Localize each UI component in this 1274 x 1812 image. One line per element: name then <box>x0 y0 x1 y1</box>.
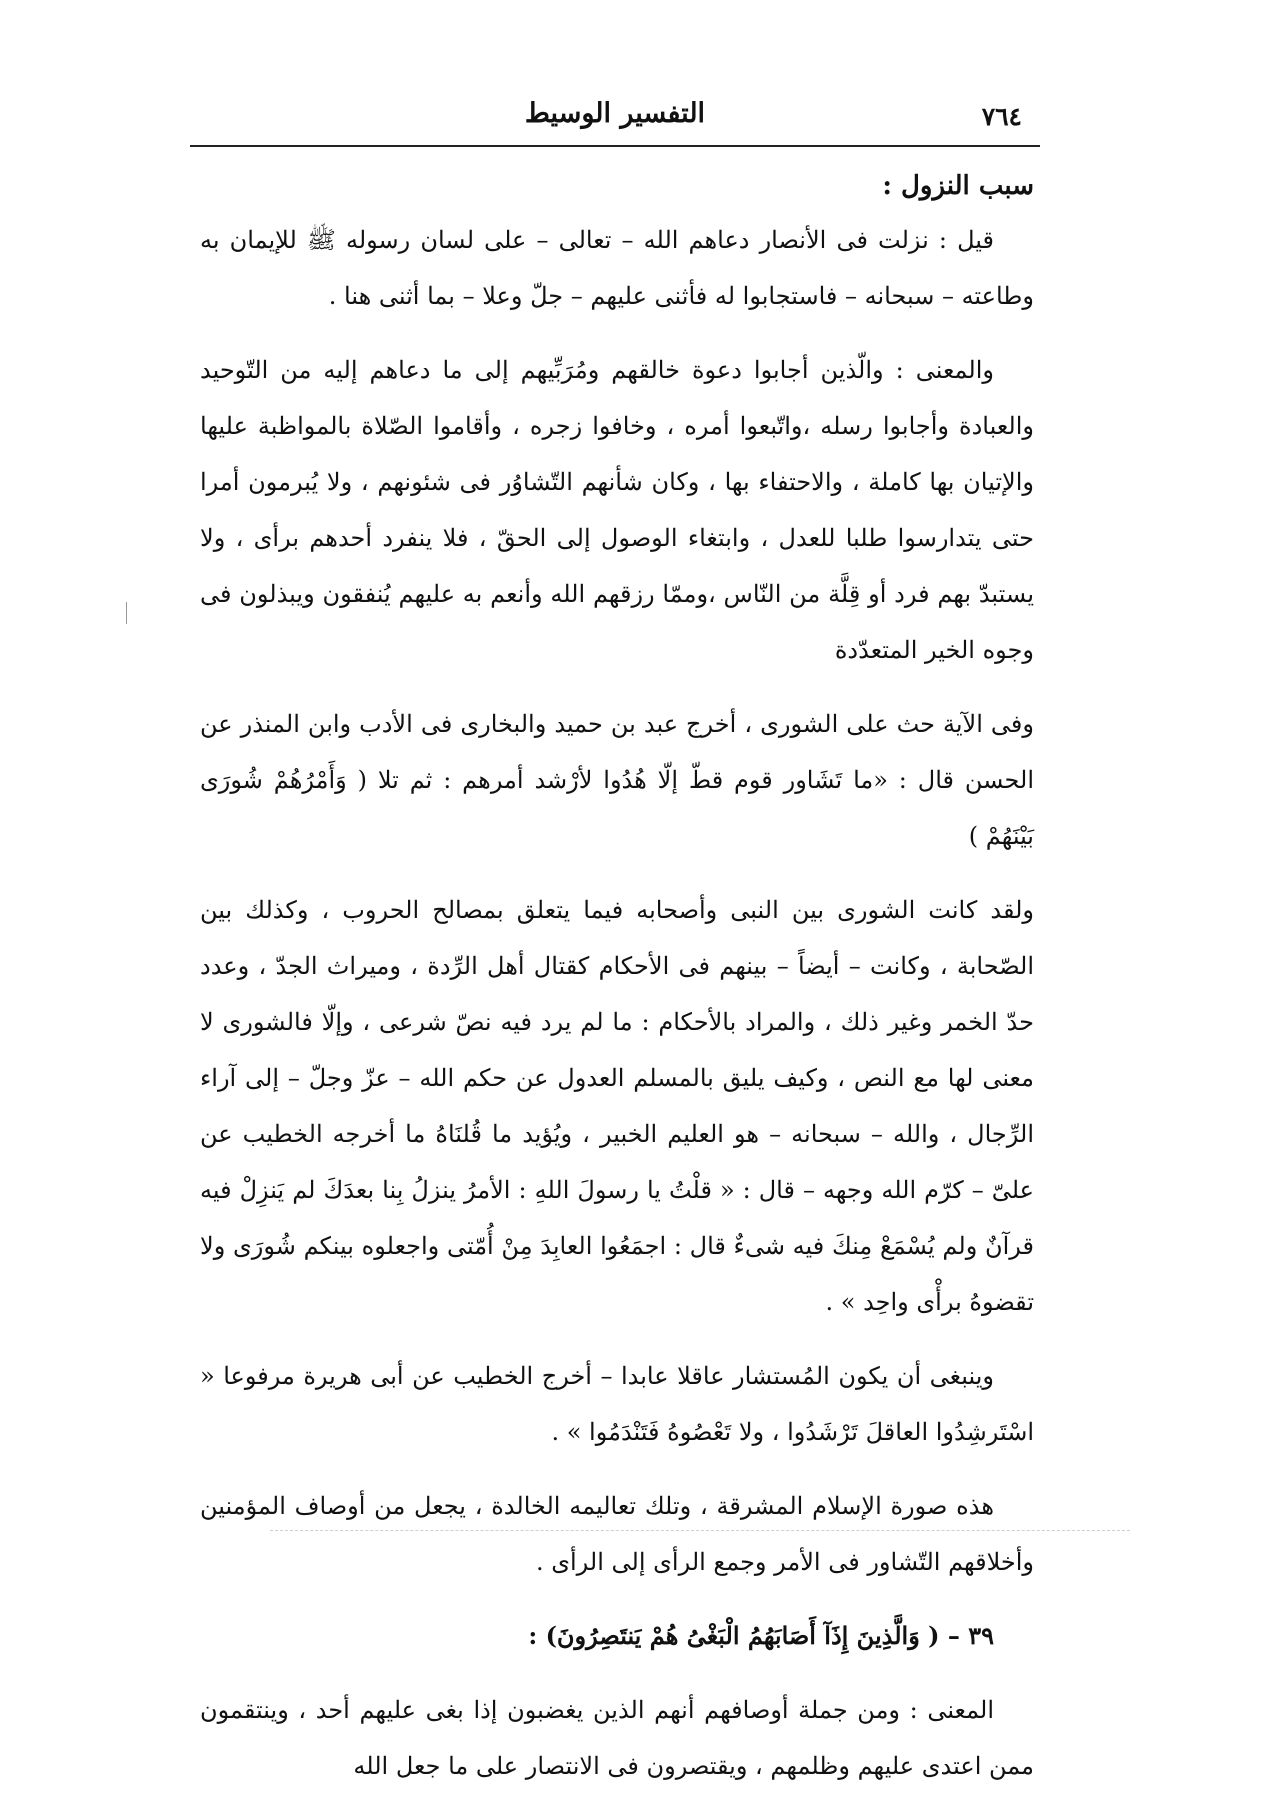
paragraph-advisor: وينبغى أن يكون المُستشار عاقلا عابدا – أخرج الخطيب عن أبى هريرة مرفوعا « اسْتَرشِدُوا العاقلَ تَرْشَدُوا ، ولا تَعْصُوهُ فَتَنْدَمُوا » . <box>200 1362 1034 1446</box>
scan-edge <box>270 1530 1130 1531</box>
page-number: ٧٦٤ <box>981 102 1022 131</box>
page-header <box>190 88 1040 140</box>
paragraph-meaning: والمعنى : والّذين أجابوا دعوة خالقهم ومُرَبِّيهم إلى ما دعاهم إليه من التّوحيد والعبادة وأجابوا رسله ،واتّبعوا أمره ، وخافوا زجره ، وأقاموا الصّلاة بالمواظبة عليها والإتيان بها كاملة ، والاحتفاء بها ، وكان شأنهم التّشاوُر فى شئونهم ، ولا يُبرمون أمرا حتى يتدارسوا طلبا للعدل ، وابتغاء الوصول إلى الحقّ ، فلا ينفرد أحدهم برأى ، ولا يستبدّ بهم فرد أو قِلَّة من النّاس ،وممّا رزقهم الله وأنعم به عليهم يُنفقون ويبذلون فى وجوه الخير المتعدّدة <box>200 356 1034 664</box>
header-divider <box>190 145 1040 147</box>
running-title: التفسير الوسيط <box>524 98 706 129</box>
paragraph-shura-history: ولقد كانت الشورى بين النبى وأصحابه فيما يتعلق بمصالح الحروب ، وكذلك بين الصّحابة ، وكانت – أيضاً – بينهم فى الأحكام كقتال أهل الرِّدة ، وميراث الجدّ ، وعدد حدّ الخمر وغير ذلك ، والمراد بالأحكام : ما لم يرد فيه نصّ شرعى ، وإلّا فالشورى لا معنى لها مع النص ، وكيف يليق بالمسلم العدول عن حكم الله – عزّ وجلّ – إلى آراء الرِّجال ، والله – سبحانه – هو العليم الخبير ، ويُؤيد ما قُلنَاهُ ما أخرجه الخطيب عن علىّ – كرّم الله وجهه – قال : « قلْتُ يا رسولَ اللهِ : الأمرُ ينزلُ بِنا بعدَكَ لم يَنزِلْ فيه قرآنٌ ولم يُسْمَعْ مِنكَ فيه شىءٌ قال : اجمَعُوا العابِدَ مِنْ أُمّتى واجعلوه بينكم شُورَى ولا تقضوهُ برأْى واحِد » . <box>200 896 1035 1316</box>
page-body <box>200 160 1034 1812</box>
scan-mark <box>126 602 127 624</box>
paragraph-revelation-cause: قيل : نزلت فى الأنصار دعاهم الله – تعالى – على لسان رسوله ﷺ للإيمان به وطاعته – سبحانه – فاستجابوا له فأثنى عليهم – جلّ وعلا – بما أثنى هنا . <box>200 226 1034 310</box>
paragraph-shura-hadith: وفى الآية حث على الشورى ، أخرج عبد بن حميد والبخارى فى الأدب وابن المنذر عن الحسن قال : «ما تَشَاور قوم قطّ إلّا هُدُوا لأرْشد أمرهم : ثم تلا ( وَأَمْرُهُمْ شُورَى بَيْنَهُمْ ) <box>200 710 1034 850</box>
paragraph-islam-image: هذه صورة الإسلام المشرقة ، وتلك تعاليمه الخالدة ، يجعل من أوصاف المؤمنين وأخلاقهم التّشاور فى الأمر وجمع الرأى إلى الرأى . <box>200 1492 1034 1576</box>
verse-heading: ٣٩ – ( وَالَّذِينَ إِذَآ أَصَابَهُمُ الْبَغْىُ هُمْ يَنتَصِرُونَ) : <box>528 1621 994 1650</box>
paragraph-verse-meaning: المعنى : ومن جملة أوصافهم أنهم الذين يغضبون إذا بغى عليهم أحد ، وينتقمون ممن اعتدى عليهم وظلمهم ، ويقتصرون فى الانتصار على ما جعل الله <box>200 1696 1034 1780</box>
section-heading: سبب النزول : <box>882 171 1034 201</box>
